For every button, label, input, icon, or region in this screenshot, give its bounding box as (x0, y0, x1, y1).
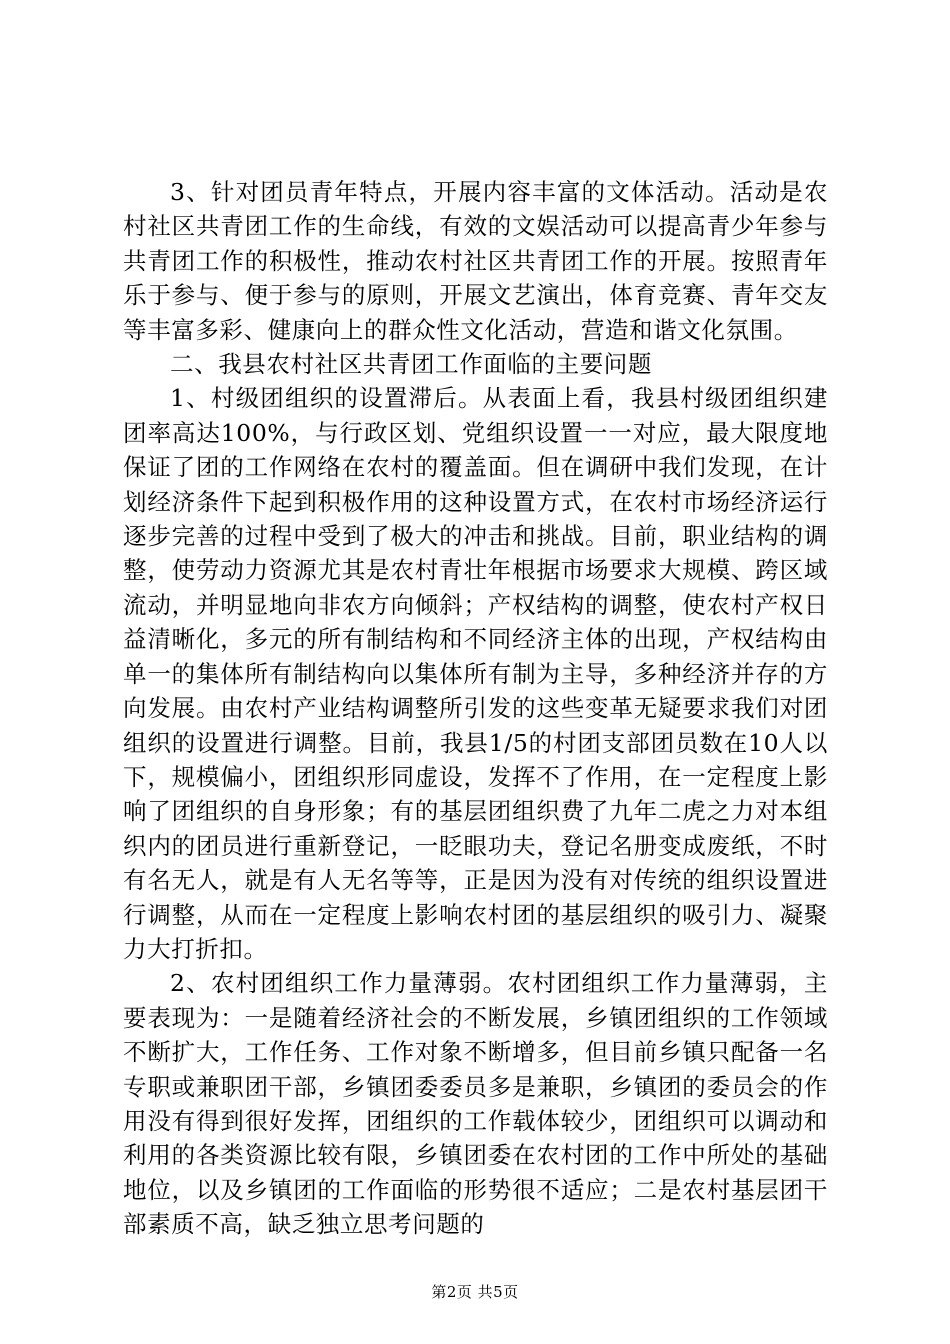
document-body (123, 175, 828, 1242)
paragraph-1-village-organization: 1、村级团组织的设置滞后。从表面上看，我县村级团组织建团率高达100%，与行政区划、党组织设置一一对应，最大限度地保证了团的工作网络在农村的覆盖面。但在调研中我们发现，在计划经济条件下起到积极作用的这种设置方式，在农村市场经济运行逐步完善的过程中受到了极大的冲击和挑战。目前，职业结构的调整，使劳动力资源尤其是农村青壮年根据市场要求大规模、跨区域流动，并明显地向非农方向倾斜；产权结构的调整，使农村产权日益清晰化，多元的所有制结构和不同经济主体的出现，产权结构由单一的集体所有制结构向以集体所有制为主导，多种经济并存的方向发展。由农村产业结构调整所引发的这些变革无疑要求我们对团组织的设置进行调整。目前，我县1/5的村团支部团员数在10人以下，规模偏小，团组织形同虚设，发挥不了作用，在一定程度上影响了团组织的自身形象；有的基层团组织费了九年二虎之力对本组织内的团员进行重新登记，一眨眼功夫，登记名册变成废纸，不时有名无人，就是有人无名等等，正是因为没有对传统的组织设置进行调整，从而在一定程度上影响农村团的基层组织的吸引力、凝聚力大打折扣。 (123, 384, 828, 963)
section-heading-main-problems: 二、我县农村社区共青团工作面临的主要问题 (170, 350, 652, 379)
paragraph-3-cultural-activities: 3、针对团员青年特点，开展内容丰富的文体活动。活动是农村社区共青团工作的生命线，有效的文娱活动可以提高青少年参与共青团工作的积极性，推动农村社区共青团工作的开展。按照青年乐于参与、便于参与的原则，开展文艺演出，体育竞赛、青年交友等丰富多彩、健康向上的群众性文化活动，营造和谐文化氛围。 (123, 178, 828, 344)
page-footer: 第2页 共5页 (431, 1283, 519, 1301)
paragraph-2-weak-workforce: 2、农村团组织工作力量薄弱。农村团组织工作力量薄弱，主要表现为：一是随着经济社会的不断发展，乡镇团组织的工作领域不断扩大，工作任务、工作对象不断增多，但目前乡镇只配备一名专职或兼职团干部，乡镇团委委员多是兼职，乡镇团的委员会的作用没有得到很好发挥，团组织的工作载体较少，团组织可以调动和利用的各类资源比较有限，乡镇团委在农村团的工作中所处的基础地位，以及乡镇团的工作面临的形势很不适应；二是农村基层团干部素质不高，缺乏独立思考问题的 (123, 969, 828, 1239)
